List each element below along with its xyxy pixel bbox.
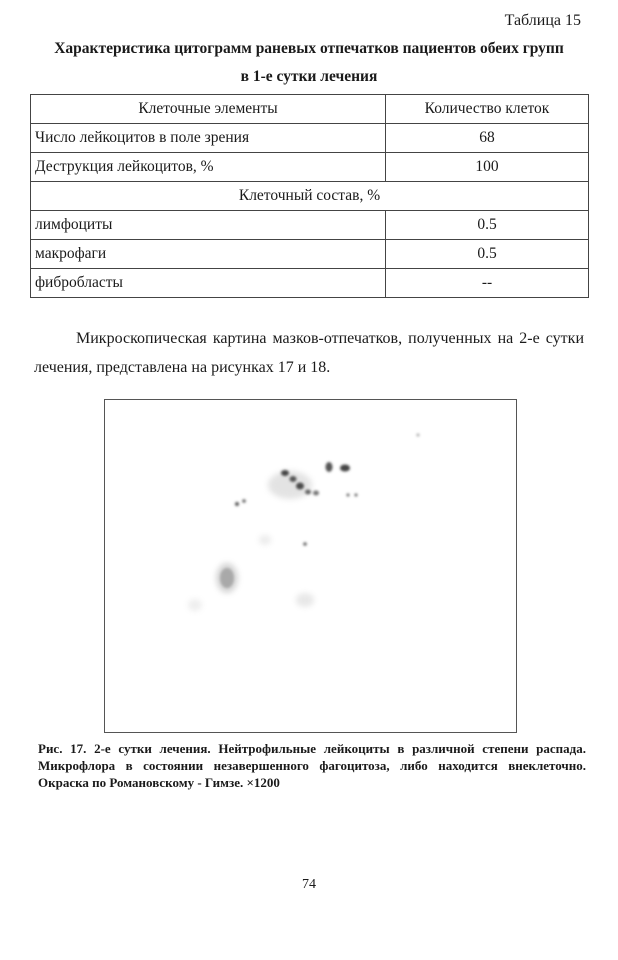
cytogram-table xyxy=(30,94,589,298)
section-label: Клеточный состав, % xyxy=(31,182,589,211)
table-section-row xyxy=(31,182,589,211)
table-row xyxy=(31,269,589,298)
body-paragraph: Микроскопическая картина мазков-отпечатков, полученных на 2-е сутки лечения, представлена на рисунках 17 и 18. xyxy=(34,330,584,376)
row-label: лимфоциты xyxy=(31,211,386,240)
row-label: фибробласты xyxy=(31,269,386,298)
header-cell-elements: Клеточные элементы xyxy=(31,95,386,124)
row-label: Деструкция лейкоцитов, % xyxy=(31,153,386,182)
table-title-line-1: Характеристика цитограмм раневых отпечатков пациентов обеих групп xyxy=(54,40,564,57)
table-row xyxy=(31,211,589,240)
row-value: 0.5 xyxy=(386,240,589,269)
micrograph-image xyxy=(105,400,516,732)
table-row xyxy=(31,240,589,269)
row-label: Число лейкоцитов в поле зрения xyxy=(31,124,386,153)
row-value: -- xyxy=(386,269,589,298)
table-row xyxy=(31,153,589,182)
table-row xyxy=(31,124,589,153)
micrograph-figure xyxy=(104,399,517,733)
table-header-row xyxy=(31,95,589,124)
row-value: 0.5 xyxy=(386,211,589,240)
page-number: 74 xyxy=(302,877,316,892)
figure-caption: Рис. 17. 2-е сутки лечения. Нейтрофильные лейкоциты в различной степени распада. Микрофлора в состоянии незавершенного фагоцитоза, либо находится внеклеточно. Окраска по Романовскому - Гимзе. ×1200 xyxy=(38,741,586,790)
header-cell-count: Количество клеток xyxy=(386,95,589,124)
row-label: макрофаги xyxy=(31,240,386,269)
row-value: 68 xyxy=(386,124,589,153)
table-title-line-2: в 1-е сутки лечения xyxy=(240,68,378,85)
table-number: Таблица 15 xyxy=(504,12,581,29)
row-value: 100 xyxy=(386,153,589,182)
